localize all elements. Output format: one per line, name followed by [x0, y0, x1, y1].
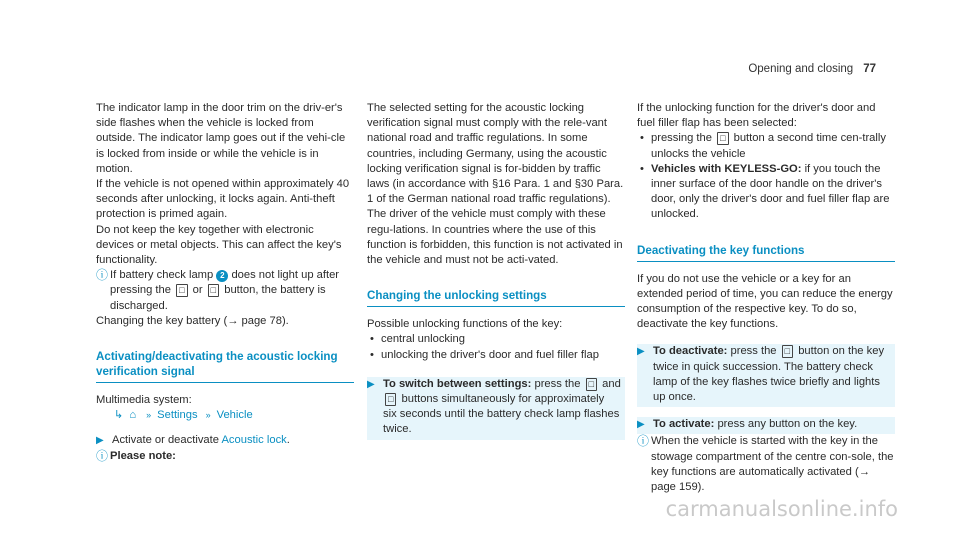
- unlock-button-icon: □: [782, 345, 793, 358]
- paragraph: If the unlocking function for the driver's door and fuel filler flap has been selected:: [637, 102, 876, 130]
- acoustic-lock-link: Acoustic lock: [221, 434, 287, 447]
- step-arrow-icon: ▶: [637, 419, 645, 431]
- instruction-step: [637, 417, 895, 434]
- step-text: press the: [534, 377, 581, 390]
- step-arrow-icon: ▶: [96, 435, 104, 447]
- item-title: Vehicles with KEYLESS-GO:: [651, 162, 802, 175]
- info-icon: ⓘ: [96, 268, 109, 283]
- paragraph: Do not keep the key together with electronic devices or metal objects. This can affect the key's functionality.: [96, 223, 342, 267]
- battery-check-lamp-badge: 2: [216, 270, 228, 282]
- instruction-step: [96, 433, 354, 448]
- system-label: Multimedia system:: [96, 394, 192, 407]
- step-arrow-icon: ▶: [637, 346, 645, 358]
- column-right: [637, 101, 895, 495]
- page-header: [748, 62, 876, 77]
- item-text: if you touch the inner surface of the door handle on the driver's door, only the driver's door and fuel filler flap are unlocked.: [651, 162, 890, 221]
- unlock-options-list: [367, 332, 625, 362]
- info-note: [96, 268, 354, 314]
- menu-path: [96, 408, 354, 423]
- item-text: button a second time cen-trally unlocks the vehicle: [651, 132, 886, 160]
- info-icon: ⓘ: [96, 448, 109, 463]
- paragraph: The indicator lamp in the door trim on the driv-er's side flashes when the vehicle is locked from outside. The indicator lamp goes out if the vehi-cle is locked from inside or while the vehicle is in motion.: [96, 102, 346, 175]
- note-text: or: [192, 284, 203, 297]
- step-arrow-icon: ▶: [367, 378, 375, 390]
- info-note: [96, 449, 354, 464]
- lock-button-icon: □: [176, 284, 187, 297]
- note-text: If battery check lamp: [110, 269, 214, 282]
- paragraph: If the vehicle is not opened within approximately 40 seconds after unlocking, it locks again. Anti-theft protection is primed again.: [96, 178, 350, 221]
- step-text: press the: [730, 345, 777, 358]
- instruction-step: [367, 377, 625, 440]
- step-text: and: [602, 377, 621, 390]
- list-item: • central unlocking: [367, 332, 625, 347]
- column-middle: [367, 101, 625, 440]
- item-text: pressing the: [651, 132, 712, 145]
- list-item: • unlocking the driver's door and fuel filler flap: [367, 348, 625, 363]
- unlock-button-icon: □: [717, 132, 728, 145]
- step-title: To switch between settings:: [383, 377, 532, 390]
- paragraph: If you do not use the vehicle or a key for an extended period of time, you can reduce the energy consumption of the respective key. To do so, deactivate the key functions.: [637, 272, 893, 331]
- list-item: [637, 131, 895, 161]
- step-title: To activate:: [653, 418, 715, 431]
- instruction-step: [637, 344, 895, 407]
- info-icon: ⓘ: [637, 434, 650, 449]
- unlock-function-list: [637, 131, 895, 222]
- note-text: When the vehicle is started with the key in the stowage compartment of the centre con-sole, the key functions are automatically activated (→ page 159).: [651, 435, 894, 494]
- home-icon: ⌂: [129, 409, 137, 422]
- watermark: carmanualsonline.info: [665, 496, 898, 521]
- step-text: .: [286, 434, 290, 447]
- step-title: To deactivate:: [653, 345, 728, 358]
- list-item: [637, 162, 895, 223]
- unlock-button-icon: □: [385, 393, 396, 406]
- lock-button-icon: □: [586, 378, 597, 391]
- note-text: button, the battery is discharged.: [110, 284, 326, 312]
- return-arrow-icon: ↳: [114, 409, 124, 422]
- page-number: 77: [863, 63, 876, 75]
- section-title: Opening and closing: [748, 63, 854, 75]
- step-text: press any button on the key.: [717, 418, 858, 431]
- column-left: [96, 101, 354, 464]
- chevron-right-icon: »: [205, 410, 211, 421]
- section-heading: Changing the unlocking settings: [367, 288, 625, 307]
- step-text: buttons simultaneously for approximately six seconds until the battery check lamp flashes twice.: [383, 393, 620, 436]
- paragraph: The selected setting for the acoustic locking verification signal must comply with the rele-vant national road and traffic regulations. In some countries, including Germany, using the acoustic locking verification signal is for-bidden by traffic laws (in accordance with §16 Para. 1 and §30 Para. 1 of the German national road traffic regulations). The driver of the vehicle must comply with these regu-lations. In countries where the use of this function is forbidden, this function is not activated in the vehicle and must not be acti-vated.: [367, 102, 624, 267]
- paragraph: Possible unlocking functions of the key:: [367, 318, 563, 331]
- step-text: Activate or deactivate: [112, 434, 219, 447]
- info-note: [637, 434, 895, 495]
- chevron-right-icon: »: [146, 410, 152, 421]
- section-heading: Deactivating the key functions: [637, 243, 895, 262]
- unlock-button-icon: □: [208, 284, 219, 297]
- note-title: Please note:: [110, 449, 176, 462]
- menu-item-settings: Settings: [157, 409, 198, 422]
- step-text: button on the key twice in quick succession. The battery check lamp of the key flashes twice briefly and lights up once.: [653, 345, 885, 404]
- note-text: does not light up after pressing the: [110, 269, 340, 297]
- menu-item-vehicle: Vehicle: [216, 409, 253, 422]
- section-heading: Activating/deactivating the acoustic locking verification signal: [96, 349, 354, 383]
- paragraph: Changing the key battery (→ page 78).: [96, 314, 289, 327]
